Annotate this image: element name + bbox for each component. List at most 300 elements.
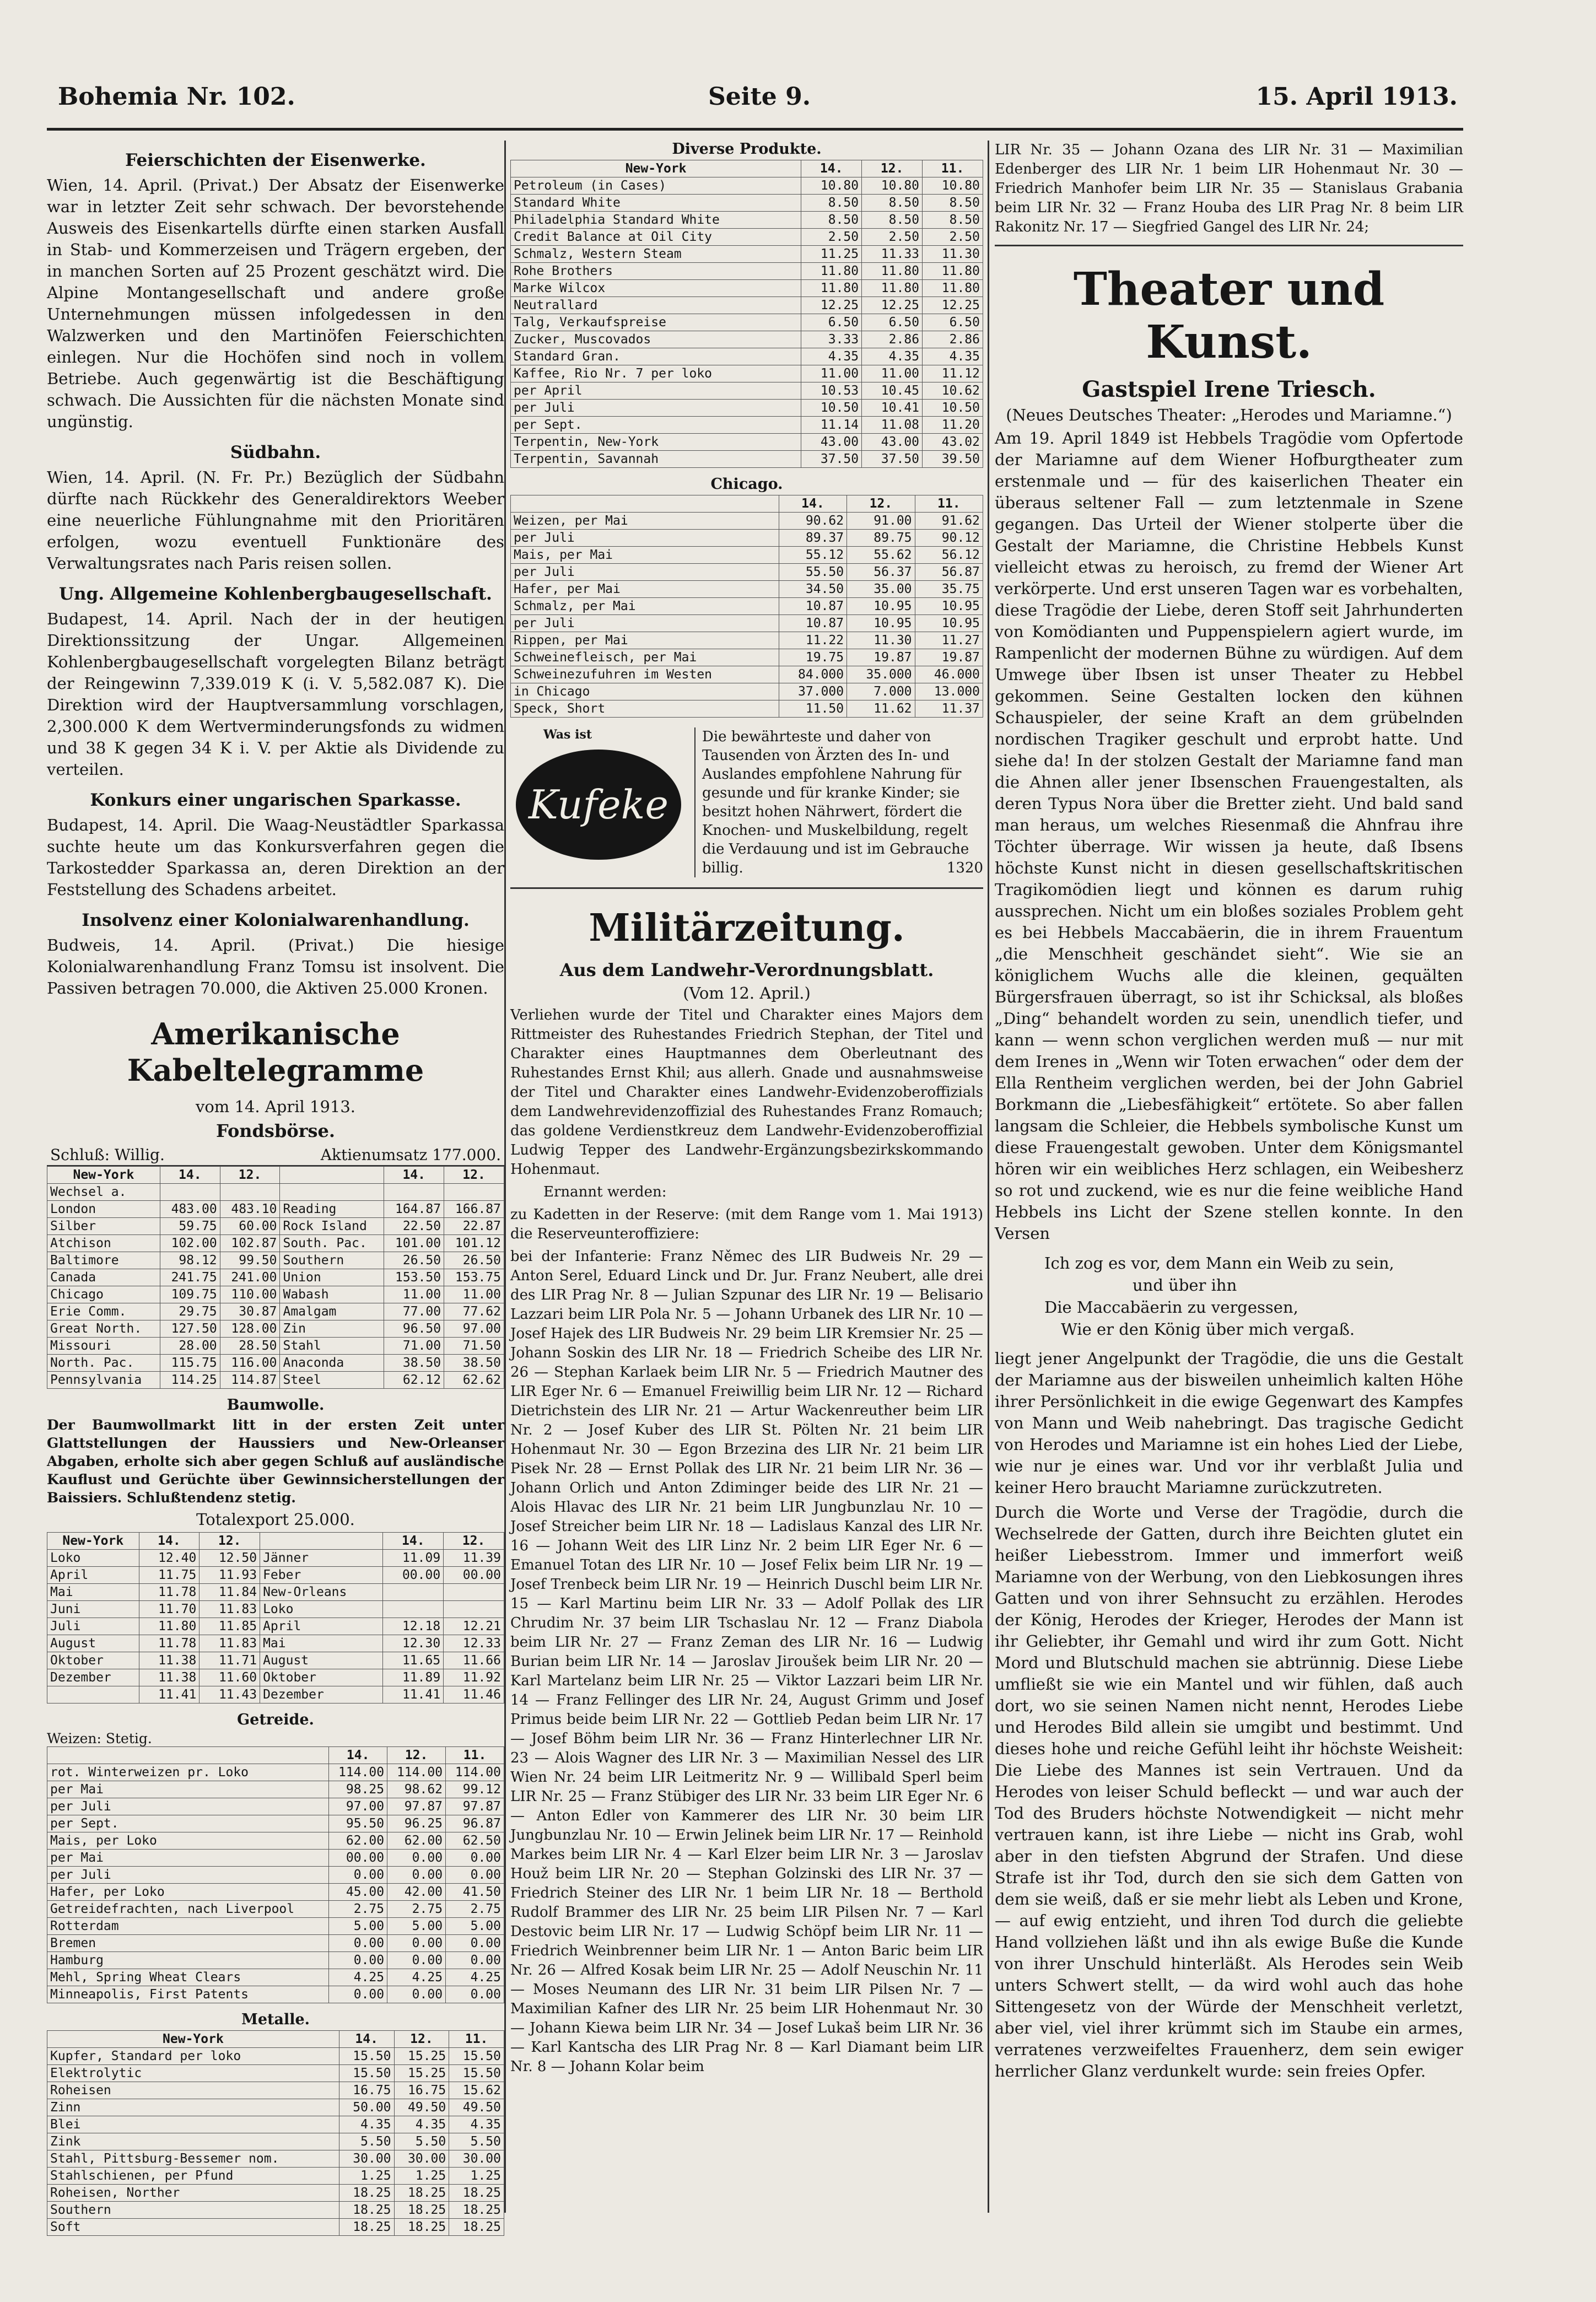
table-cell: 12.21 <box>444 1618 504 1635</box>
table-cell: Rippen, per Mai <box>511 632 779 649</box>
table-header-cell: 12. <box>847 495 915 513</box>
table-cell: 4.35 <box>449 2116 504 2133</box>
table-cell: 0.00 <box>446 1952 504 1969</box>
produkte-table-body <box>511 177 983 468</box>
table-row <box>47 1635 504 1652</box>
table-cell <box>384 1184 444 1201</box>
table-cell: 98.25 <box>329 1781 387 1798</box>
table-cell: South. Pac. <box>280 1235 384 1252</box>
table-cell: 19.87 <box>847 649 915 666</box>
table-cell: 11.41 <box>383 1686 444 1703</box>
table-cell: 3.33 <box>801 331 862 348</box>
table-cell: 37.000 <box>779 683 846 700</box>
table-cell: 5.00 <box>387 1918 446 1935</box>
table-cell: 2.50 <box>801 229 862 246</box>
table-cell: 153.50 <box>384 1269 444 1286</box>
table-cell: 90.12 <box>915 530 983 547</box>
table-cell: 89.75 <box>847 530 915 547</box>
table-cell: 19.75 <box>779 649 846 666</box>
table-cell: Schmalz, Western Steam <box>511 246 801 263</box>
table-row <box>47 2202 504 2219</box>
table-cell: 1.25 <box>449 2168 504 2185</box>
table-row <box>511 700 983 718</box>
table-cell: 8.50 <box>801 212 862 229</box>
table-cell: 62.62 <box>444 1372 504 1389</box>
table-cell: Stahl <box>280 1338 384 1355</box>
table-cell: 1.25 <box>394 2168 449 2185</box>
table-cell: 97.00 <box>444 1320 504 1338</box>
table-cell: 10.80 <box>923 177 983 195</box>
table-row <box>511 451 983 468</box>
table-cell: 99.50 <box>220 1252 280 1269</box>
table-cell: 114.00 <box>329 1764 387 1781</box>
table-row <box>47 1235 504 1252</box>
table-cell: 62.00 <box>329 1832 387 1850</box>
table-cell: 5.00 <box>329 1918 387 1935</box>
table-cell: April <box>260 1618 383 1635</box>
table-cell: 98.62 <box>387 1781 446 1798</box>
table-cell: 241.00 <box>220 1269 280 1286</box>
kufeke-ad-text <box>694 727 983 877</box>
table-cell: 18.25 <box>394 2202 449 2219</box>
table-cell: 127.50 <box>160 1320 220 1338</box>
konkurs-heading: Konkurs einer ungarischen Sparkasse. <box>90 790 461 810</box>
table-cell: 11.83 <box>199 1601 260 1618</box>
table-row <box>47 1781 504 1798</box>
kabel-meta <box>47 1145 504 1166</box>
table-row <box>511 331 983 348</box>
table-cell: 18.25 <box>449 2202 504 2219</box>
table-cell: 0.00 <box>446 1935 504 1952</box>
table-cell: Dezember <box>47 1669 139 1686</box>
table-cell: 2.50 <box>923 229 983 246</box>
table-cell: 62.12 <box>384 1372 444 1389</box>
table-cell: 49.50 <box>394 2099 449 2116</box>
suedbahn-text: Wien, 14. April. (N. Fr. Pr.) Bezüglich der Südbahn dürfte nach Rückkehr des Generaldirektors Weeber eine neuerliche Fühlungnahme mit den Prioritären erfolgen, wozu eventuell Funktionäre des Verwaltungsrates nach Paris reisen sollen. <box>47 468 504 573</box>
table-cell: 166.87 <box>444 1201 504 1218</box>
table-cell: Union <box>280 1269 384 1286</box>
table-cell <box>444 1184 504 1201</box>
table-header-cell: 11. <box>449 2031 504 2048</box>
table-cell: 28.00 <box>160 1338 220 1355</box>
theater-p1: Am 19. April 1849 ist Hebbels Tragödie vom Opfertode der Mariamne auf dem Wiener Hofburgtheater zum erstenmale und — für des kaiserlichen Theater ein überaus seltener Fall — zum letztenmale in Szene gegangen. Das Urteil der Wiener stolperte über die Gestalt der Mariamne, die Christine Hebbels Kunst vielleicht etwas zu heroisch, zu fremd der Wiener Art verkörperte. Und erst unseren Tagen war es vorbehalten, diese Tragödie der Liebe, deren Stoff seit Jahrhunderten von Komödianten und Puppenspielern agiert wurde, im Rampenlicht der modernen Bühne zu würdigen. Auf dem Umwege über Ibsen ist unser Theater zu Hebbel gekommen. Seine Gestalten locken den kühnen Schauspieler, der seine Kraft an dem grübelnden nordischen Tragiker geschult und erprobt hatte. Und siehe da! In der stolzen Gestalt der Mariamne fand man die Ahnen aller jener Ibsenschen Frauengestalten, als deren Typus Nora über die Bretter zieht. Und bald sand man heraus, um welches Riesenmaß die Ahnfrau ihre Töchter überrage. Wir wissen ja heute, daß Ibsens höchste Kunst nicht in diesen gesellschaftskritischen Tragikomödien liegt und können es darum ruhig aussprechen. Nicht um ein bloßes soziales Problem geht es bei Hebbels Maccabäerin, die in ihrem Frauentum „die Menschheit geschändet sieht“. Wie sie an königlichem Wuchs alle die kleinen, gequälten Bürgersfrauen überragt, so ist ihr Schicksal, als bloßes „Ding“ behandelt worden zu sein, unendlich tiefer, und kann — wenn schon verglichen werden muß — nur mit dem Irenes in „Wenn wir Toten erwachen“ oder dem der Ella Rentheim verglichen werden, bei der John Gabriel Borkmann die „Liebesfähigkeit“ ertötete. So aber fallen langsam die Schleier, die Hebbels symbolische Kunst um diese Frauengestalt gewoben. Unter dem Königsmantel hören wir ein weibliches Herz schlagen, ein Weibesherz so rot und zuckend, wie es nur die feine weibliche Hand Hebbels ins Licht der Szene stellen konnte. In den Versen <box>995 429 1463 1243</box>
table-cell: 7.000 <box>847 683 915 700</box>
table-cell: 11.66 <box>444 1652 504 1669</box>
table-cell: 96.25 <box>387 1815 446 1832</box>
table-cell: 101.12 <box>444 1235 504 1252</box>
table-cell: 38.50 <box>444 1355 504 1372</box>
table-cell: 95.50 <box>329 1815 387 1832</box>
chicago-table-body <box>511 513 983 718</box>
header-date: 15. April 1913. <box>1255 83 1458 111</box>
table-cell: 102.00 <box>160 1235 220 1252</box>
table-cell: 39.50 <box>923 451 983 468</box>
section-separator <box>995 245 1463 246</box>
table-cell: 11.43 <box>199 1686 260 1703</box>
table-cell: Schmalz, per Mai <box>511 598 779 615</box>
chicago-table-header <box>511 495 983 513</box>
table-row <box>47 2082 504 2099</box>
table-cell: 164.87 <box>384 1201 444 1218</box>
table-cell: April <box>47 1567 139 1584</box>
table-cell: Silber <box>47 1218 160 1235</box>
theater-heading: Theater und Kunst. <box>1073 263 1385 369</box>
kabel-subtitle: vom 14. April 1913. <box>195 1097 356 1116</box>
table-cell: 18.25 <box>339 2219 394 2236</box>
table-cell: 15.50 <box>449 2065 504 2082</box>
table-cell: 56.37 <box>847 564 915 581</box>
table-cell: Weizen, per Mai <box>511 513 779 530</box>
table-cell: 10.45 <box>862 382 923 400</box>
table-cell: 62.00 <box>387 1832 446 1850</box>
header-left: Bohemia Nr. 102. <box>58 83 295 111</box>
table-cell: Loko <box>260 1601 383 1618</box>
table-cell: 18.25 <box>394 2219 449 2236</box>
kufeke-ad-body: Die bewährteste und daher von Tausenden von Ärzten des In- und Auslandes empfohlene Nahrung für gesunde und für kranke Kinder; sie besitzt hohen Nährwert, fördert die Knochen- und Muskelbildung, regelt die Verdauung und ist im Gebrauche billig. <box>702 729 969 876</box>
table-cell: Roheisen, Norther <box>47 2185 339 2202</box>
table-cell: per Juli <box>47 1867 329 1884</box>
table-row <box>47 1815 504 1832</box>
table-cell <box>160 1184 220 1201</box>
table-cell <box>47 1686 139 1703</box>
table-row <box>47 1669 504 1686</box>
table-cell: 96.50 <box>384 1320 444 1338</box>
table-cell: 97.00 <box>329 1798 387 1815</box>
table-cell: 4.35 <box>801 348 862 365</box>
table-row <box>511 263 983 280</box>
column-3 <box>995 141 1463 2213</box>
table-header-cell: 14. <box>384 1167 444 1184</box>
table-row <box>511 615 983 632</box>
table-cell: 56.12 <box>915 547 983 564</box>
table-cell: Amalgam <box>280 1303 384 1320</box>
table-cell: 99.12 <box>446 1781 504 1798</box>
table-cell: Hamburg <box>47 1952 329 1969</box>
table-cell: 10.62 <box>923 382 983 400</box>
militaer-p3: zu Kadetten in der Reserve: (mit dem Range vom 1. Mai 1913) die Reserveunteroffiziere: <box>510 1206 983 1242</box>
metalle-table-body <box>47 2048 504 2236</box>
table-row <box>511 598 983 615</box>
table-cell: Hafer, per Mai <box>511 581 779 598</box>
table-header-cell: New-York <box>47 2031 339 2048</box>
table-cell: 115.75 <box>160 1355 220 1372</box>
table-cell: 89.37 <box>779 530 846 547</box>
table-row <box>511 417 983 434</box>
table-cell: 16.75 <box>394 2082 449 2099</box>
table-cell: 30.00 <box>394 2150 449 2168</box>
table-cell: Bremen <box>47 1935 329 1952</box>
verse-line: Wie er den König über mich vergaß. <box>1061 1320 1355 1339</box>
table-row <box>511 530 983 547</box>
kabel-schluss: Schluß: Willig. <box>50 1146 165 1164</box>
table-cell: 11.00 <box>444 1286 504 1303</box>
table-cell: 0.00 <box>387 1952 446 1969</box>
table-cell: 6.50 <box>801 314 862 331</box>
theater-p2: liegt jener Angelpunkt der Tragödie, die uns die Gestalt der Mariamne aus der bisweilen unheimlich kalten Höhe ihrer Persönlichkeit in die ewige Gegenwart des Kampfes von Mann und Weib nahebringt. Das tragische Gedicht von Herodes und Mariamne ist ein hohes Lied der Liebe, wie nur je eines war. Und vor ihr verblaßt Julia und keiner Hero braucht Mariamne zurückzutreten. <box>995 1349 1463 1497</box>
table-cell: 11.14 <box>801 417 862 434</box>
table-cell: 77.62 <box>444 1303 504 1320</box>
table-row <box>47 1550 504 1567</box>
table-cell: per Mai <box>47 1850 329 1867</box>
table-cell: 11.89 <box>383 1669 444 1686</box>
table-cell: 11.00 <box>801 365 862 382</box>
table-cell: 91.62 <box>915 513 983 530</box>
table-header-cell: New-York <box>47 1167 160 1184</box>
table-cell: 10.87 <box>779 598 846 615</box>
table-cell: Steel <box>280 1372 384 1389</box>
table-cell: 11.60 <box>199 1669 260 1686</box>
table-cell: 8.50 <box>923 212 983 229</box>
table-row <box>47 2133 504 2150</box>
table-cell: 11.25 <box>801 246 862 263</box>
table-cell: Rohe Brothers <box>511 263 801 280</box>
insolvenz-text: Budweis, 14. April. (Privat.) Die hiesige Kolonialwarenhandlung Franz Tomsu ist insolvent. Die Passiven betragen 70.000, die Aktiven 25.000 Kronen. <box>47 936 504 998</box>
produkte-table-header <box>511 160 983 177</box>
militaer-date: (Vom 12. April.) <box>683 984 811 1002</box>
table-row <box>47 1184 504 1201</box>
table-cell: London <box>47 1201 160 1218</box>
table-cell: Atchison <box>47 1235 160 1252</box>
table-cell: 10.87 <box>779 615 846 632</box>
table-cell: 35.000 <box>847 666 915 683</box>
getreide-label: Weizen: Stetig. <box>47 1730 152 1746</box>
table-cell: 4.25 <box>446 1969 504 1986</box>
metalle-heading: Metalle. <box>241 2011 310 2028</box>
baumwolle-export: Totalexport 25.000. <box>196 1510 355 1529</box>
table-cell: 10.95 <box>915 598 983 615</box>
table-cell: Jänner <box>260 1550 383 1567</box>
column-2 <box>504 141 989 2213</box>
table-cell: 2.86 <box>862 331 923 348</box>
table-cell: 11.62 <box>847 700 915 718</box>
table-cell: 11.85 <box>199 1618 260 1635</box>
table-header-cell <box>47 1747 329 1764</box>
table-cell: 0.00 <box>387 1935 446 1952</box>
table-cell: 11.08 <box>862 417 923 434</box>
table-cell: 10.53 <box>801 382 862 400</box>
table-cell: 0.00 <box>387 1867 446 1884</box>
table-cell: 11.78 <box>139 1635 199 1652</box>
table-cell: Elektrolytic <box>47 2065 339 2082</box>
table-row <box>511 382 983 400</box>
table-header-cell: 14. <box>329 1747 387 1764</box>
table-cell: 102.87 <box>220 1235 280 1252</box>
table-cell: Canada <box>47 1269 160 1286</box>
table-cell: 11.38 <box>139 1669 199 1686</box>
table-cell: Pennsylvania <box>47 1372 160 1389</box>
table-cell: 11.70 <box>139 1601 199 1618</box>
table-cell: 15.50 <box>339 2048 394 2065</box>
table-row <box>47 2065 504 2082</box>
table-row <box>47 1867 504 1884</box>
table-header-cell: 14. <box>383 1533 444 1550</box>
kabel-table-body <box>47 1184 504 1389</box>
table-cell: 84.000 <box>779 666 846 683</box>
getreide-table-body <box>47 1764 504 2003</box>
table-header-cell: 12. <box>444 1533 504 1550</box>
baumwolle-table-body <box>47 1550 504 1703</box>
table-row <box>47 1286 504 1303</box>
table-cell: 49.50 <box>449 2099 504 2116</box>
table-header-cell: 14. <box>339 2031 394 2048</box>
table-cell: 11.46 <box>444 1686 504 1703</box>
table-cell: 114.87 <box>220 1372 280 1389</box>
theater-subtitle: Gastspiel Irene Triesch. <box>1082 376 1376 402</box>
table-cell: 6.50 <box>862 314 923 331</box>
table-cell: 5.50 <box>394 2133 449 2150</box>
table-cell: 43.00 <box>862 434 923 451</box>
table-cell: 30.87 <box>220 1303 280 1320</box>
column-1 <box>47 141 504 2234</box>
table-cell: 38.50 <box>384 1355 444 1372</box>
table-cell: 11.50 <box>779 700 846 718</box>
table-header-cell: 12. <box>199 1533 260 1550</box>
table-cell: 5.00 <box>446 1918 504 1935</box>
table-cell: Zink <box>47 2133 339 2150</box>
table-row <box>47 1798 504 1815</box>
table-cell: Schweinefleisch, per Mai <box>511 649 779 666</box>
table-cell: 55.12 <box>779 547 846 564</box>
table-row <box>47 1303 504 1320</box>
table-cell: Getreidefrachten, nach Liverpool <box>47 1901 329 1918</box>
baumwolle-heading: Baumwolle. <box>227 1397 325 1414</box>
table-cell: Hafer, per Loko <box>47 1884 329 1901</box>
table-row <box>511 434 983 451</box>
table-cell: 2.86 <box>923 331 983 348</box>
table-cell: 153.75 <box>444 1269 504 1286</box>
kabel-table <box>47 1166 504 1389</box>
militaer-heading: Militärzeitung. <box>589 906 905 950</box>
table-cell: 37.50 <box>801 451 862 468</box>
table-cell: 109.75 <box>160 1286 220 1303</box>
table-cell: 91.00 <box>847 513 915 530</box>
table-header-cell: 12. <box>220 1167 280 1184</box>
table-cell: Minneapolis, First Patents <box>47 1986 329 2003</box>
table-row <box>511 195 983 212</box>
table-row <box>511 348 983 365</box>
table-cell: 114.25 <box>160 1372 220 1389</box>
table-cell: 50.00 <box>339 2099 394 2116</box>
table-cell: Standard Gran. <box>511 348 801 365</box>
table-cell: 11.38 <box>139 1652 199 1669</box>
table-cell: 11.80 <box>801 280 862 297</box>
kohlen-heading: Ung. Allgemeine Kohlenbergbaugesellschaft. <box>59 584 492 604</box>
baumwolle-note: Der Baumwollmarkt litt in der ersten Zeit unter Glattstellungen der Haussiers und New-Orleanser Abgaben, erholte sich aber gegen Schluß auf ausländische Kauflust und Gerüchte über Gewinnsicherstellungen der Baissiers. Schlußtendenz stetig. <box>47 1417 504 1506</box>
table-cell: Anaconda <box>280 1355 384 1372</box>
table-cell: 11.80 <box>923 280 983 297</box>
table-cell: 11.27 <box>915 632 983 649</box>
table-cell: Feber <box>260 1567 383 1584</box>
table-cell: 18.25 <box>394 2185 449 2202</box>
metalle-table-header <box>47 2031 504 2048</box>
table-row <box>511 246 983 263</box>
table-row <box>47 1372 504 1389</box>
table-cell: North. Pac. <box>47 1355 160 1372</box>
table-header-cell: New-York <box>47 1533 139 1550</box>
table-cell: 4.35 <box>339 2116 394 2133</box>
table-row <box>511 229 983 246</box>
table-row <box>47 2168 504 2185</box>
table-cell: Oktober <box>260 1669 383 1686</box>
table-cell: 71.00 <box>384 1338 444 1355</box>
table-row <box>47 1618 504 1635</box>
table-cell: 42.00 <box>387 1884 446 1901</box>
table-cell: Mehl, Spring Wheat Clears <box>47 1969 329 1986</box>
produkte-heading: Diverse Produkte. <box>672 141 822 158</box>
table-cell: Stahlschienen, per Pfund <box>47 2168 339 2185</box>
table-cell: 4.35 <box>862 348 923 365</box>
table-cell: 28.50 <box>220 1338 280 1355</box>
table-cell: 11.09 <box>383 1550 444 1567</box>
table-cell: Stahl, Pittsburg-Bessemer nom. <box>47 2150 339 2168</box>
table-cell: 18.25 <box>339 2185 394 2202</box>
baumwolle-table <box>47 1532 504 1703</box>
table-cell: 30.00 <box>339 2150 394 2168</box>
table-cell: 16.75 <box>339 2082 394 2099</box>
table-cell: per Sept. <box>47 1815 329 1832</box>
table-cell: Terpentin, Savannah <box>511 451 801 468</box>
table-row <box>511 177 983 195</box>
table-cell: 8.50 <box>923 195 983 212</box>
metalle-table <box>47 2030 504 2236</box>
table-cell: 0.00 <box>446 1867 504 1884</box>
table-cell: Terpentin, New-York <box>511 434 801 451</box>
table-cell: 10.95 <box>847 598 915 615</box>
table-header-cell: 11. <box>915 495 983 513</box>
insolvenz-heading: Insolvenz einer Kolonialwarenhandlung. <box>82 910 470 930</box>
table-cell: 12.33 <box>444 1635 504 1652</box>
feier-text: Wien, 14. April. (Privat.) Der Absatz der Eisenwerke war in letzter Zeit sehr schwach. Der bevorstehende Ausweis des Eisenkartells dürfte einen starken Ausfall in Stab- und Kommerzeisen und Trägern ergeben, der in manchen Sorten auf 25 Prozent geschätzt wird. Die Alpine Montangesellschaft und andere große Unternehmungen müssen infolgedessen in den Walzwerken und den Martinöfen Feierschichten einlegen. Nur die Hochöfen sind noch in vollem Betriebe. Auch gegenwärtig ist die Beschäftigung schwach. Die Aussichten für die nächsten Monate sind ungünstig. <box>47 176 504 431</box>
table-cell: 11.80 <box>801 263 862 280</box>
table-row <box>511 212 983 229</box>
table-cell: 71.50 <box>444 1338 504 1355</box>
suedbahn-heading: Südbahn. <box>230 443 321 462</box>
table-cell: 11.37 <box>915 700 983 718</box>
kufeke-advertisement <box>510 727 983 877</box>
table-header-cell: 14. <box>139 1533 199 1550</box>
table-cell: 55.62 <box>847 547 915 564</box>
table-cell: 96.87 <box>446 1815 504 1832</box>
table-cell: Zucker, Muscovados <box>511 331 801 348</box>
table-row <box>47 1355 504 1372</box>
table-cell <box>220 1184 280 1201</box>
table-cell <box>280 1184 384 1201</box>
table-cell: 12.30 <box>383 1635 444 1652</box>
table-row <box>511 513 983 530</box>
table-cell <box>383 1601 444 1618</box>
table-row <box>47 2150 504 2168</box>
table-row <box>47 1764 504 1781</box>
verse-line: Die Maccabäerin zu vergessen, <box>1044 1298 1298 1317</box>
table-cell: 0.00 <box>329 1867 387 1884</box>
table-cell: 11.80 <box>923 263 983 280</box>
table-cell: 13.000 <box>915 683 983 700</box>
table-cell: 55.50 <box>779 564 846 581</box>
table-row <box>47 1850 504 1867</box>
table-cell: 35.00 <box>847 581 915 598</box>
table-cell: 6.50 <box>923 314 983 331</box>
militaer-p2: Ernannt werden: <box>543 1184 667 1200</box>
table-cell: 12.40 <box>139 1550 199 1567</box>
table-cell: Talg, Verkaufspreise <box>511 314 801 331</box>
table-cell: Blei <box>47 2116 339 2133</box>
table-cell: 15.25 <box>394 2065 449 2082</box>
table-cell: 10.41 <box>862 400 923 417</box>
table-cell: 90.62 <box>779 513 846 530</box>
table-row <box>511 547 983 564</box>
table-cell: 128.00 <box>220 1320 280 1338</box>
table-cell: 59.75 <box>160 1218 220 1235</box>
